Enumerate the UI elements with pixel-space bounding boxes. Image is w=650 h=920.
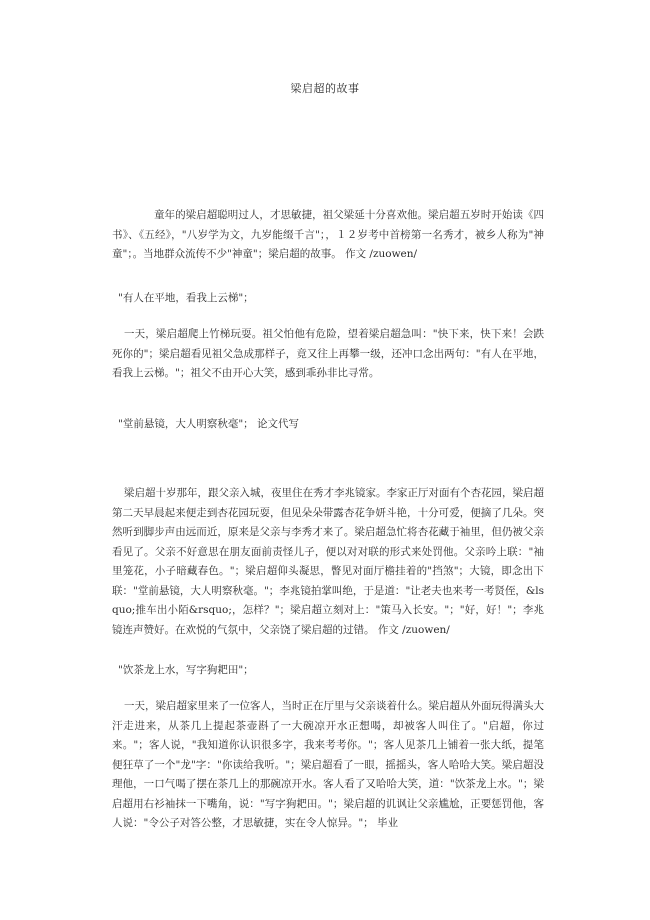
document-title: 梁启超的故事 <box>290 82 360 95</box>
paragraph-childhood: 童年的梁启超聪明过人，才思敏捷，祖父梁延十分喜欢他。梁启超五岁时开始读《四书》、《五经》，"八岁学为文，九岁能缀千言"；，１２岁考中首榜第一名秀才，被乡人称为"神童"；。当地群众流传不少"神童"；梁启超的故事。 作文 /zuowen/ <box>112 209 544 260</box>
paragraph-ladder-story: 一天，梁启超爬上竹梯玩耍。祖父怕他有危险，望着梁启超急叫："快下来，快下来！会跌死你的"；梁启超看见祖父急成那样子，竟又往上再攀一级，还冲口念出两句："有人在平地，看我上云梯。"；祖父不由开心大笑，感到乖孙非比寻常。 <box>112 328 544 379</box>
paragraph-guest-story: 一天，梁启超家里来了一位客人，当时正在厅里与父亲谈着什么。梁启超从外面玩得满头大汗走进来，从茶几上提起茶壶斟了一大碗凉开水正想喝，却被客人叫住了。"启超，你过来。"；客人说，"我知道你认识很多字，我来考考你。"；客人见茶几上铺着一张大纸，提笔便狂草了一个"龙"字："你读给我听。"；梁启超看了一眼，摇摇头，客人哈哈大笑。梁启超没理他，一口气喝了摆在茶几上的那碗凉开水。客人看了又哈哈大笑，道："饮茶龙上水。"；梁启超用右衫袖抹一下嘴角，说："写字狗耙田。"；梁启超的讥讽让父亲尴尬，正要惩罚他，客人说："令公子对答公整，才思敏捷，实在令人惊异。"； 毕业 <box>112 700 544 829</box>
paragraph-apricot-story: 梁启超十岁那年，跟父亲入城，夜里住在秀才李兆镜家。李家正厅对面有个杏花园，梁启超第二天早晨起来便走到杏花园玩耍，但见朵朵带露杏花争妍斗艳，十分可爱，便摘了几朵。突然听到脚步声由远而近，原来是父亲与李秀才来了。梁启超急忙将杏花藏于袖里，但仍被父亲看见了。父亲不好意思在朋友面前责怪儿子，便以对对联的形式来处罚他。父亲吟上联："袖里笼花，小子暗藏春色。"；梁启超仰头凝思，瞥见对面厅檐挂着的"挡煞"；大镜，即念出下联："堂前悬镜，大人明察秋毫。"；李兆镜拍掌叫绝，于是道："让老夫也来考一考贤侄，&lsquo;推车出小陌&rsquo;，怎样？"；梁启超立刻对上："策马入长安。"；"好，好！"；李兆镜连声赞好。在欢悦的气氛中，父亲饶了梁启超的过错。 作文 /zuowen/ <box>112 487 544 636</box>
subheading-mirror: "堂前悬镜，大人明察秋毫"； 论文代写 <box>118 418 299 430</box>
subheading-tea-dragon: "饮茶龙上水，写字狗耙田"； <box>118 664 254 676</box>
subheading-cloud-ladder: "有人在平地，看我上云梯"； <box>118 292 254 304</box>
